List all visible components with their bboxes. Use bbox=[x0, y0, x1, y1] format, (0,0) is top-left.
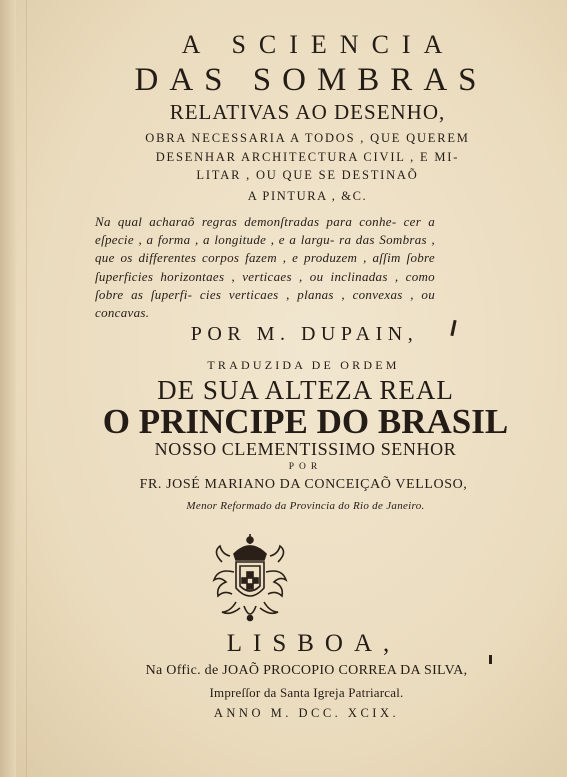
alteza-line: DE SUA ALTEZA REAL bbox=[157, 375, 454, 405]
title-line-3: RELATIVAS AO DESENHO, bbox=[169, 100, 446, 124]
subtitle-line-3: LITAR , OU QUE SE DESTINAÕ bbox=[196, 168, 419, 182]
translator-line: FR. JOSÉ MARIANO DA CONCEIÇAÕ VELLOSO, bbox=[139, 477, 468, 492]
subtitle-line-2: DESENHAR ARCHITECTURA CIVIL , E MI- bbox=[155, 150, 460, 164]
printer-line: Na Offic. de JOAÕ PROCOPIO CORREA DA SILVA, bbox=[145, 663, 468, 678]
translated-line: TRADUZIDA DE ORDEM bbox=[207, 358, 400, 372]
ink-mark bbox=[489, 655, 492, 664]
printer-title-line: Impreſſor da Santa Igreja Patriarcal. bbox=[209, 685, 404, 700]
subtitle-line-4: A PINTURA , &C. bbox=[247, 189, 368, 203]
city-line: LISBOA, bbox=[226, 630, 401, 657]
year-line: ANNO M. DCC. XCIX. bbox=[213, 706, 400, 720]
subtitle-line-1: OBRA NECESSARIA A TODOS , QUE QUEREM bbox=[145, 131, 470, 145]
description-paragraph: Na qual acharaõ regras demonſtradas para conhe- cer a eſpecie , a forma , a longitude , e a largu- ra das Sombras , que os differentes corpos fazem , e produzem , aſſim ſobre ſuperficies horizontaes , verticaes , ou inclinadas , como ſobre as ſuperfi- cies verticaes , planas , convexas , ou concavas. bbox=[95, 214, 435, 321]
title-line-1: A SCIENCIA bbox=[181, 30, 456, 59]
principe-line: O PRINCIPE DO BRASIL bbox=[102, 402, 509, 441]
author-line: POR M. DUPAIN, bbox=[190, 323, 419, 345]
title-line-2: DAS SOMBRAS bbox=[134, 62, 488, 98]
senhor-line: NOSSO CLEMENTISSIMO SENHOR bbox=[154, 439, 457, 459]
por-line: POR bbox=[288, 462, 323, 472]
royal-crest-icon bbox=[200, 532, 300, 628]
translator-note: Menor Reformado da Provincia do Rio de Janeiro. bbox=[186, 500, 425, 512]
